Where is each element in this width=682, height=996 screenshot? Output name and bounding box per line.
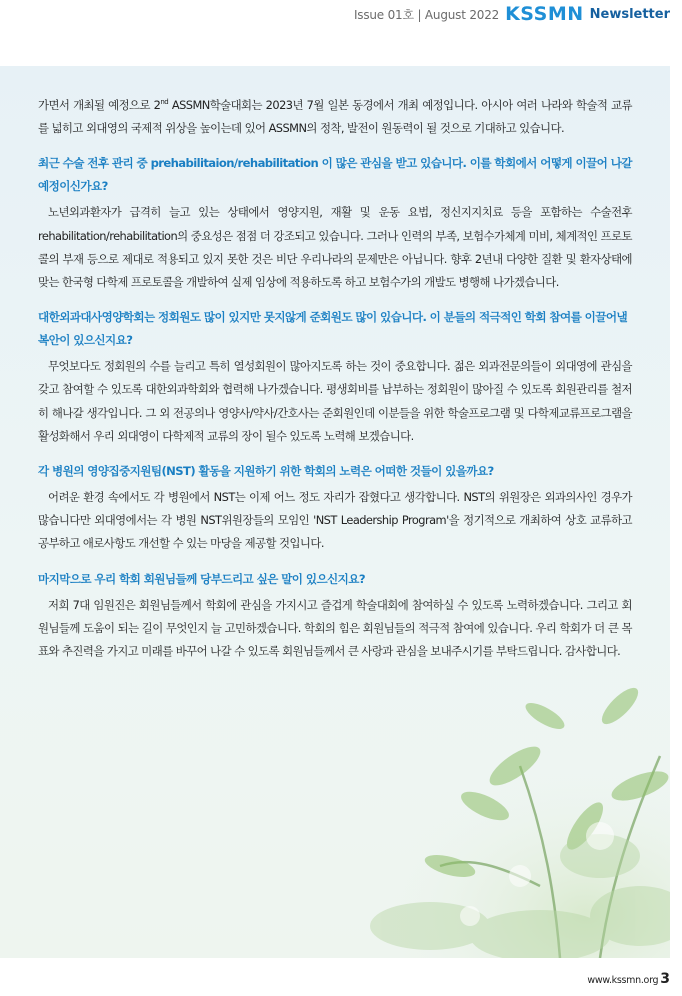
newsletter-label: Newsletter: [589, 6, 670, 22]
kssmn-logo: KSSMN: [505, 3, 584, 25]
question-1: 최근 수술 전후 관리 중 prehabilitaion/rehabilitation 이 많은 관심을 받고 있습니다. 이를 학회에서 어떻게 이끌어 나갈 예정이신가요?: [38, 156, 632, 194]
intro-text-2: ASSMN학술대회는 2023년 7월 일본 동경에서 개최 예정입니다. 아시아 여러 나라와 학술적 교류를 넓히고 외대영의 국제적 위상을 높이는데 있어 ASSMN의 정착, 발전이 원동력이 될 것으로 기대하고 있습니다.: [38, 98, 632, 136]
page-header: [354, 0, 670, 28]
question-3: 각 병원의 영양집중지원팀(NST) 활동을 지원하기 위한 학회의 노력은 어떠한 것들이 있을까요?: [38, 464, 494, 479]
intro-text-1: 가면서 개최될 예정으로 2: [38, 98, 161, 112]
question-4: 마지막으로 우리 학회 회원님들께 당부드리고 싶은 말이 있으신지요?: [38, 571, 365, 586]
answer-2: 무엇보다도 정회원의 수를 늘리고 특히 열성회원이 많아지도록 하는 것이 중요합니다. 젊은 외과전문의들이 외대영에 관심을 갖고 참여할 수 있도록 대한외과학회와 협력해 나가겠습니다. 평생회비를 납부하는 정회원이 많아질 수 있도록 회원관리를 철저히 해나갈 생각입니다. 그 외 전공의나 영양사/약사/간호사는 준회원인데 이분들을 위한 학술프로그램 및 다학제교류프로그램을 활성화해서 우리 외대영이 다학제적 교류의 장이 될수 있도록 노력해 보겠습니다.: [38, 359, 632, 443]
intro-paragraph: [38, 94, 632, 140]
answer-3: 어려운 환경 속에서도 각 병원에서 NST는 이제 어느 정도 자리가 잡혔다고 생각합니다. NST의 위원장은 외과의사인 경우가 많습니다만 외대영에서는 각 병원 NST위원장들의 모임인 'NST Leadership Program'을 정기적으로 개최하여 상호 교류하고 공부하고 애로사항도 개선할 수 있는 마당을 제공할 것입니다.: [38, 490, 632, 551]
answer-1: 노년외과환자가 급격히 늘고 있는 상태에서 영양지원, 재활 및 운동 요법, 정신지지치료 등을 포함하는 수술전후 rehabilitation/rehabilitation의 중요성은 점점 더 강조되고 있습니다. 그러나 인력의 부족, 보험수가체계 미비, 체계적인 프로토콜의 부재 등으로 제대로 적용되고 있지 못한 것은 비단 우리나라의 문제만은 아닙니다. 향후 2년내 다양한 질환 및 환자상태에 맞는 한국형 다학제 프로토콜을 개발하여 실제 임상에 적용하도록 하고 보험수가의 개발도 병행해 나가겠습니다.: [38, 205, 632, 290]
answer-4: 저희 7대 임원진은 회원님들께서 학회에 관심을 가지시고 즐겁게 학술대회에 참여하실 수 있도록 노력하겠습니다. 그리고 회원님들께 도움이 되는 길이 무엇인지 늘 고민하겠습니다. 학회의 힘은 회원님들의 적극적 참여에 있습니다. 우리 학회가 더 큰 목표와 추진력을 가지고 미래를 바꾸어 나갈 수 있도록 회원님들께서 큰 사랑과 관심을 보내주시기를 부탁드립니다. 감사합니다.: [38, 597, 632, 659]
website-url: www.kssmn.org: [587, 975, 659, 986]
intro-superscript: nd: [160, 98, 169, 107]
interview-content: [38, 94, 632, 663]
issue-label: Issue 01호 | August 2022: [353, 7, 500, 22]
page-footer: [587, 971, 670, 987]
question-2: 대한외과대사영양학회는 정회원도 많이 있지만 못지않게 준회원도 많이 있습니다. 이 분들의 적극적인 학회 참여를 이끌어낼 복안이 있으신지요?: [38, 310, 628, 348]
page-number: 3: [660, 971, 670, 987]
